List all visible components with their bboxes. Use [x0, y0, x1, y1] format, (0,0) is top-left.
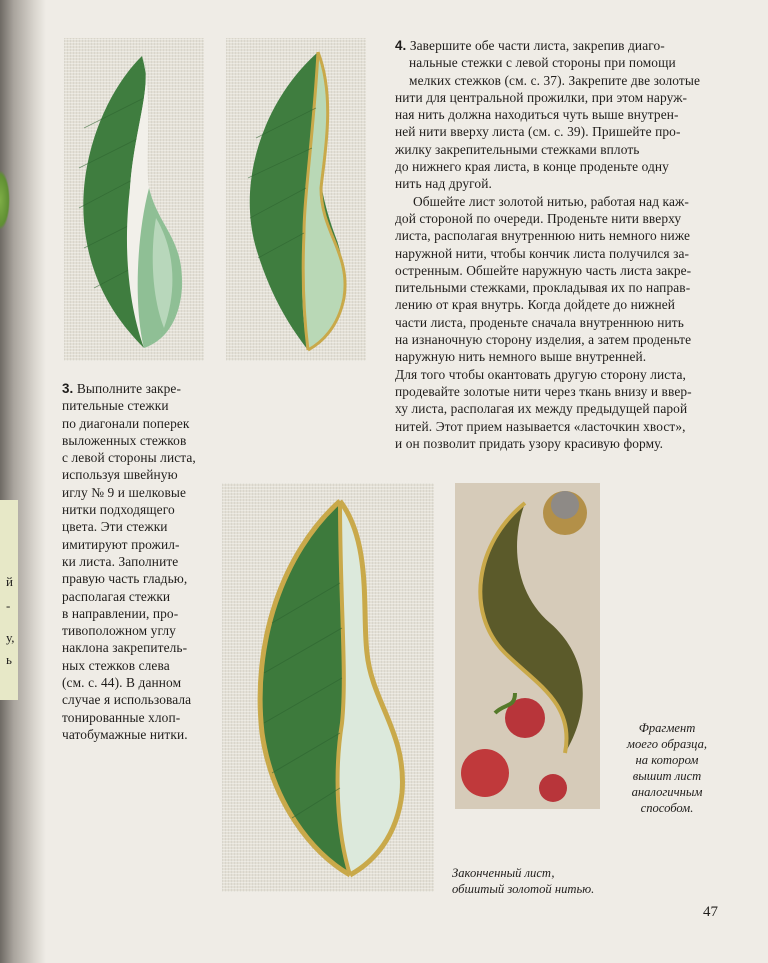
step3-line: имитируют прожил- — [62, 536, 180, 552]
photo-sample-fragment — [455, 483, 600, 809]
step3-line: ки листа. Заполните — [62, 553, 179, 569]
step3-line: правую часть гладью, — [62, 571, 188, 587]
caption-line: на котором — [635, 753, 699, 767]
step4-line: 4. Завершите обе части листа, закрепив диаго- — [395, 38, 665, 53]
paragraph-line: лению от края внутрь. Когда дойдете до нижней — [395, 297, 676, 313]
paragraph-line: нитей. Этот прием называется «ласточкин хвост», — [395, 418, 686, 434]
caption-line: Законченный лист, — [452, 866, 555, 880]
paragraph-line: и он позволит придать узору красивую форму. — [395, 435, 664, 451]
step3-line: наклона закрепитель- — [62, 640, 188, 656]
previous-page-leaf-fragment — [0, 170, 10, 230]
paragraph-line: Обшейте лист золотой нитью, работая над каж- — [413, 193, 689, 209]
paragraph-line: части листа, проденьте сначала внутреннюю нить — [395, 314, 684, 330]
paragraph-line: пительными стежками, прокладывая их по направ- — [395, 280, 691, 296]
step3-line: с левой стороны листа, — [62, 450, 196, 466]
step4-line: нить над другой. — [395, 176, 492, 192]
step4-line: нальные стежки с левой стороны при помощи — [409, 55, 676, 71]
step4-line: ней нити вверху листа (см. с. 39). Пришейте про- — [395, 124, 681, 140]
caption-line: обшитый золотой нитью. — [452, 882, 595, 896]
paragraph-line: на изнаночную сторону изделия, а затем проденьте — [395, 332, 692, 348]
step3-line: случае я использовала — [62, 692, 192, 708]
step3-line: чатобумажные нитки. — [62, 726, 188, 742]
step3-text — [62, 380, 222, 743]
margin-fragment: у, — [6, 630, 15, 645]
margin-fragment: - — [6, 598, 11, 613]
step3-line: выложенных стежков — [62, 432, 187, 448]
caption-line: вышит лист — [632, 769, 702, 783]
caption-line: Фрагмент — [638, 721, 696, 735]
paragraph-line: ху листа, располагая их между предыдущей парой — [395, 401, 688, 417]
step-number: 4. — [395, 38, 407, 53]
margin-fragment: й — [6, 574, 13, 589]
step3-line: цвета. Эти стежки — [62, 519, 168, 535]
caption-fragment — [612, 720, 722, 816]
photo-step3-leaf-partial — [64, 38, 204, 361]
step3-line: используя швейную — [62, 467, 178, 483]
step3-line: в направлении, про- — [62, 605, 179, 621]
book-gutter-shadow — [0, 0, 46, 963]
paragraph-line: продевайте золотые нити через ткань внизу и ввер- — [395, 383, 692, 399]
paragraph-line: Для того чтобы окантовать другую сторону листа, — [395, 366, 686, 382]
photo-step4-leaf-with-vein — [226, 38, 366, 361]
paragraph-line: наружной нити, чтобы кончик листа получился за- — [395, 245, 690, 261]
step3-line: тивоположном углу — [62, 623, 176, 639]
page-number: 47 — [703, 904, 718, 920]
margin-fragment: ь — [6, 652, 12, 667]
step4-line: ная нить должна находиться чуть выше внутрен- — [395, 107, 679, 123]
step3-line: 3. Выполните закре- — [62, 381, 182, 396]
paragraph-line: листа, располагая внутреннюю нить немного ниже — [395, 228, 691, 244]
step3-line: (см. с. 44). В данном — [62, 675, 182, 691]
step4-line: мелких стежков (см. с. 37). Закрепите две золотые — [409, 72, 700, 88]
caption-line: моего образца, — [626, 737, 708, 751]
step3-line: ных стежков слева — [62, 657, 170, 673]
previous-page-strip — [0, 500, 18, 700]
caption-line: способом. — [640, 801, 694, 815]
paragraph-line: остренным. Обшейте наружную часть листа закре- — [395, 262, 692, 278]
step4-line: до нижнего края листа, в конце проденьте одну — [395, 159, 669, 175]
caption-finished-leaf — [452, 865, 652, 897]
step3-line: нитки подходящего — [62, 502, 175, 518]
step-number: 3. — [62, 381, 74, 396]
step4-line: нити для центральной прожилки, при этом наруж- — [395, 89, 688, 105]
step3-line: по диагонали поперек — [62, 415, 190, 431]
step4-line: жилку закрепительными стежками вплоть — [395, 141, 640, 157]
step3-line: тонированные хлоп- — [62, 709, 181, 725]
caption-line: аналогичным — [631, 785, 703, 799]
step3-line: иглу № 9 и шелковые — [62, 484, 187, 500]
photo-finished-leaf — [222, 483, 434, 892]
paragraph-line: дой стороной по очереди. Проденьте нити вверху — [395, 210, 682, 226]
step4-text — [395, 37, 735, 452]
step3-line: пительные стежки — [62, 398, 169, 414]
paragraph-line: наружную нить немного выше внутренней. — [395, 349, 647, 365]
step3-line: располагая стежки — [62, 588, 171, 604]
